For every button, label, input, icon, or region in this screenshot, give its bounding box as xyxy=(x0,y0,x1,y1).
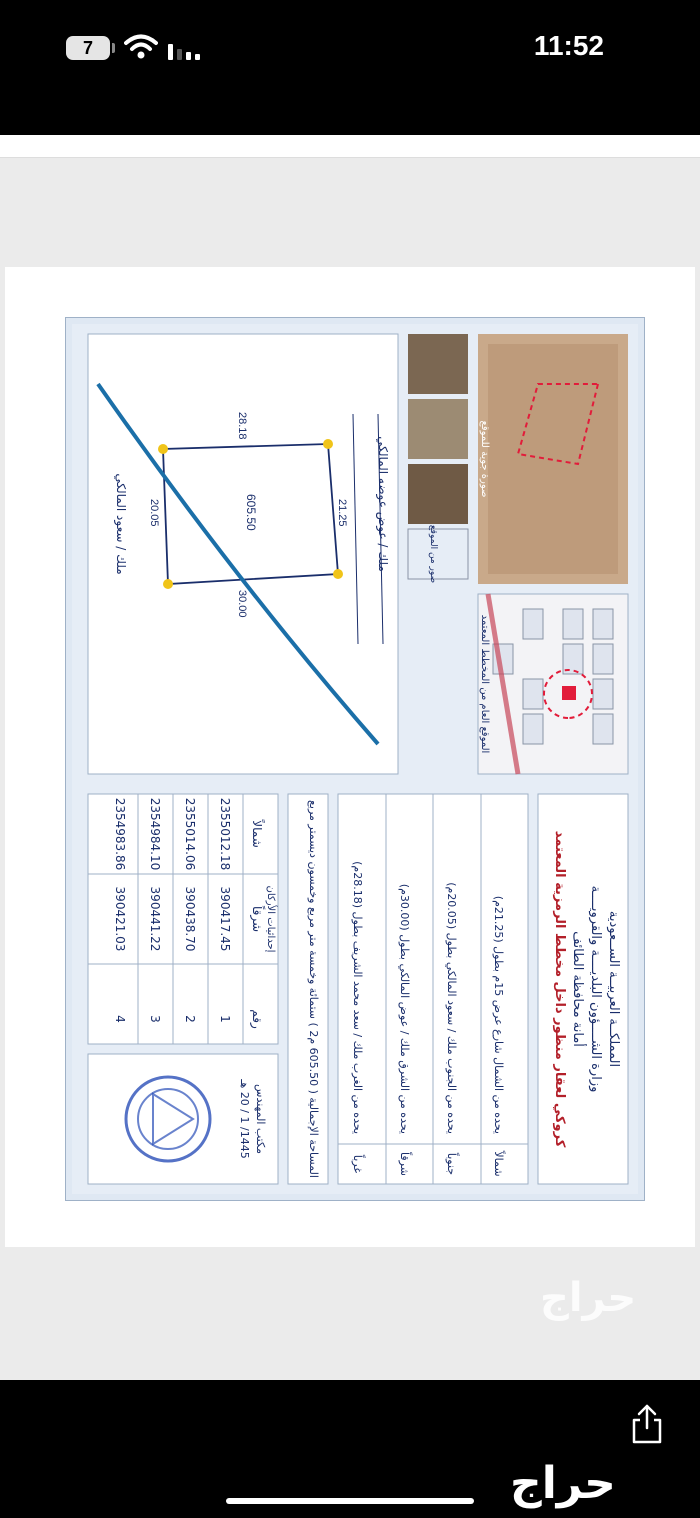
coords-cell: 2 xyxy=(183,1015,197,1023)
dim-top: 21.25 xyxy=(336,499,348,527)
page-watermark: حراج xyxy=(540,1275,637,1321)
photos-caption: صور من الموقع xyxy=(428,524,438,584)
east-boundary: يحده من الشرق ملك / عوض المالكي بطول (30.00م) xyxy=(398,883,411,1134)
south-boundary: يحده من الجنوب ملك / سعود المالكي بطول (20.05م) xyxy=(445,882,458,1134)
bottom-toolbar xyxy=(0,1380,700,1518)
dim-right: 30.00 xyxy=(236,590,248,618)
share-icon[interactable] xyxy=(630,1404,664,1444)
issuer: مكتب المهندس xyxy=(254,1084,267,1154)
coords-cell: 2354984.10 xyxy=(148,797,162,871)
sketch-area-value: 605.50 xyxy=(244,494,258,531)
document-rotated-content xyxy=(72,324,638,1194)
map-caption: الموقع العام من المخطط المعتمد xyxy=(479,614,490,754)
south-label: جنوباً xyxy=(445,1152,458,1176)
coords-cell: 3 xyxy=(148,1015,162,1023)
signal-icon xyxy=(168,40,204,60)
west-label: غرباً xyxy=(351,1154,364,1174)
battery-tip xyxy=(112,43,115,53)
north-label: شمالاً xyxy=(492,1151,505,1177)
coords-cell: 2354983.86 xyxy=(113,797,127,871)
north-boundary: يحده من الشمال شارع عرض 15م بطول (21.25م) xyxy=(492,895,505,1134)
wifi-icon xyxy=(124,34,158,60)
document-frame xyxy=(5,267,695,1247)
sketch-north-owner: ملك / عوض عوضه المالكي xyxy=(376,436,390,572)
home-indicator[interactable] xyxy=(226,1498,474,1504)
doc-amana: أمانة محافظة الطائف xyxy=(570,931,585,1047)
doc-ministry: وزارة الشــــؤون البلديــــة والقرويــــة xyxy=(588,885,603,1093)
coords-cell: 390438.70 xyxy=(183,886,197,952)
site-photo xyxy=(408,334,468,394)
bar-watermark: حراج xyxy=(510,1458,616,1509)
west-boundary: يحده من الغرب ملك / سعد محمد الشريف بطول (28.18م) xyxy=(351,861,364,1134)
coords-cell: 2355012.18 xyxy=(218,797,232,871)
clock: 11:52 xyxy=(533,30,604,61)
coords-cell: 1 xyxy=(218,1015,232,1023)
coords-header: شرقاً xyxy=(250,905,264,933)
doc-kingdom: المملكــة العربيــة الســعودية xyxy=(606,910,621,1068)
sketch-area xyxy=(88,334,398,774)
area-text: المساحة الإجمالية ( 605.50 م2 ) ستمائة وخمسة متر مربع وخمسون ديسمتر مربع xyxy=(307,800,320,1178)
coords-cell: 390421.03 xyxy=(113,886,127,952)
status-bar xyxy=(0,0,700,135)
coords-cell: 4 xyxy=(113,1015,127,1023)
sketch-south-owner: ملك / سعود المالكي xyxy=(114,473,128,575)
viewer-top-strip xyxy=(0,135,700,158)
survey-document[interactable] xyxy=(65,317,645,1201)
coords-cell: 390417.45 xyxy=(218,886,232,952)
coords-cell: 390441.22 xyxy=(148,886,162,952)
coords-title: إحداثيات الأركان xyxy=(265,885,276,953)
issue-date: 1445/ 1 / 20 هـ xyxy=(238,1079,251,1159)
coords-header: شمالاً xyxy=(250,820,264,848)
east-label: شرقاً xyxy=(398,1152,411,1176)
dim-left: 28.18 xyxy=(236,412,248,440)
image-viewer[interactable] xyxy=(0,135,700,1380)
coords-header: رقم xyxy=(250,1009,264,1029)
battery-icon: 7 xyxy=(66,36,110,60)
doc-title: كروكي لعقار منظور داخل مخطط الرمزية المعتمد xyxy=(552,830,567,1148)
coords-cell: 2355014.06 xyxy=(183,797,197,871)
dim-bottom: 20.05 xyxy=(148,499,160,527)
satellite-caption: صورة جوية للموقع xyxy=(479,420,490,498)
